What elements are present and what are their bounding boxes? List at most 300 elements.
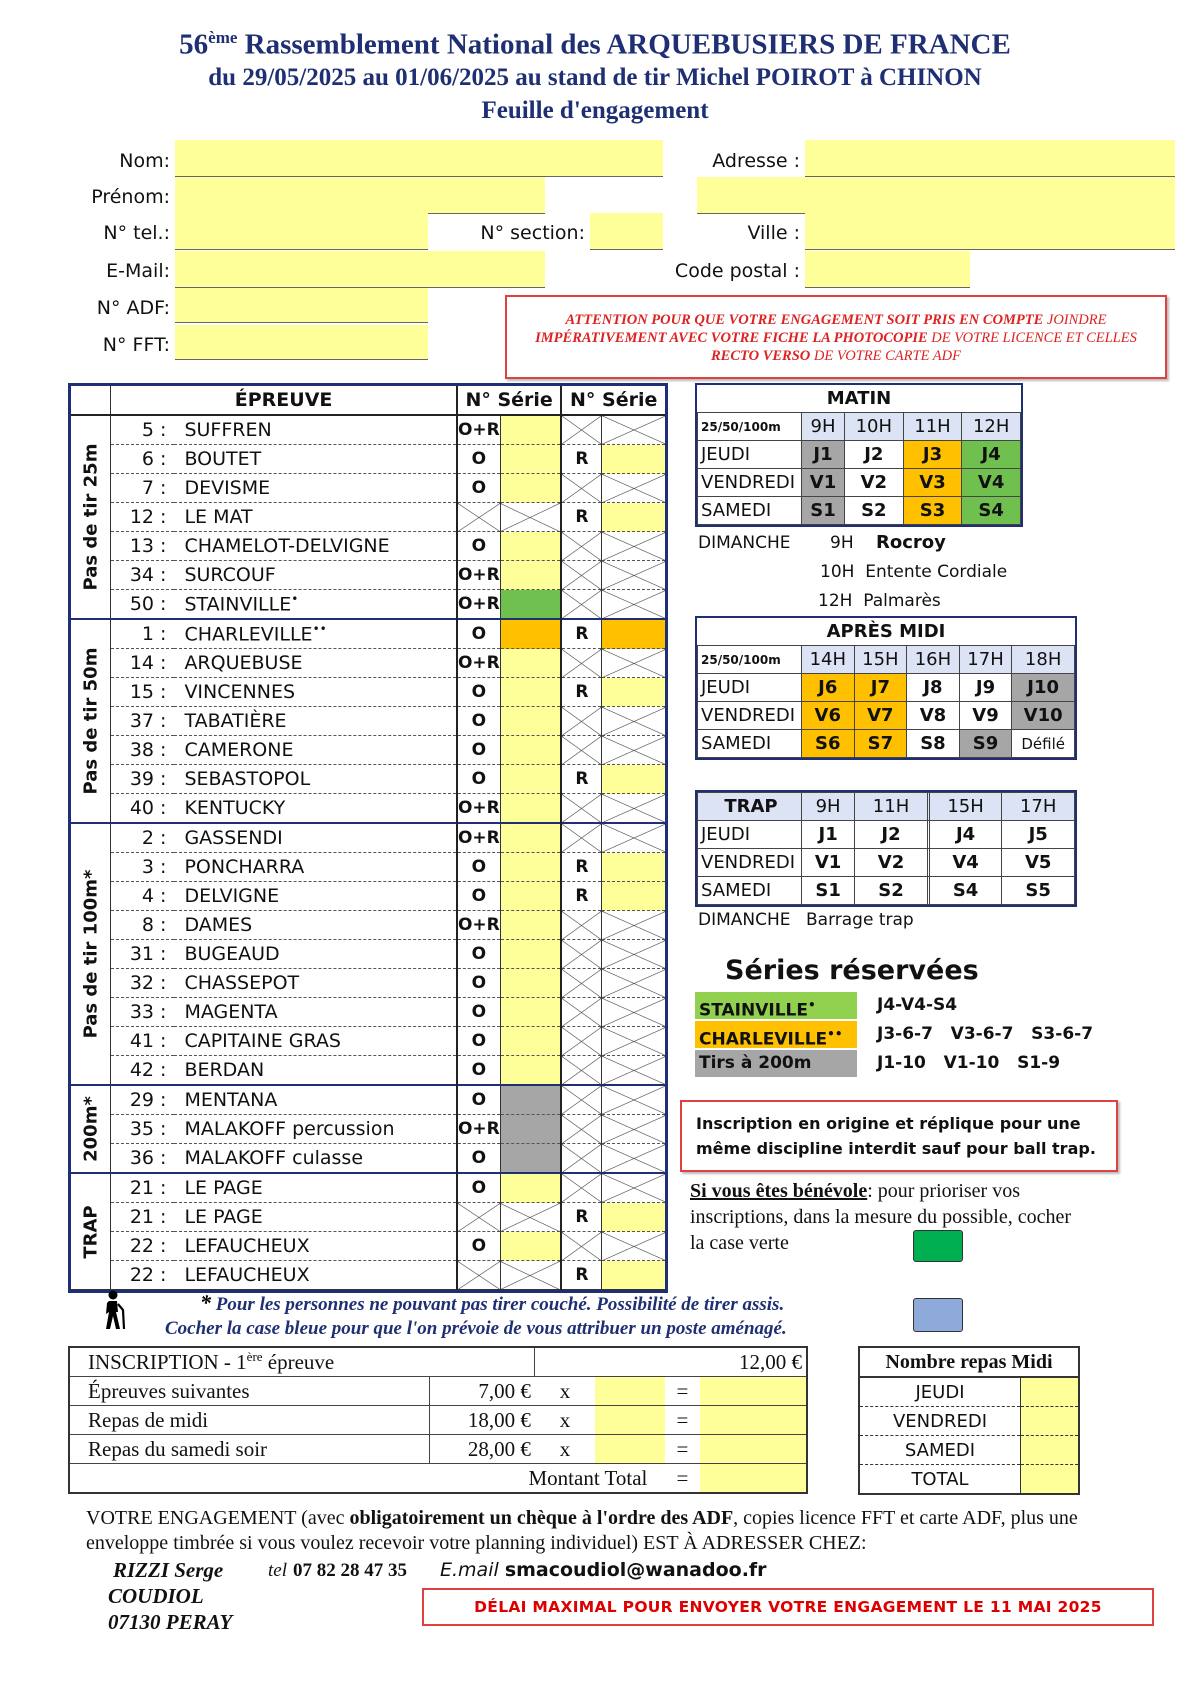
- epreuve-number: 15 :: [111, 678, 175, 707]
- series-value: J1-10 V1-10 S1-9: [877, 1053, 1061, 1073]
- fft-field[interactable]: [175, 325, 428, 360]
- origine-code: O: [457, 1232, 500, 1261]
- serie-field-2[interactable]: [602, 678, 665, 707]
- email-field[interactable]: [175, 251, 545, 288]
- serie-field-1[interactable]: [500, 1027, 561, 1056]
- schedule-slot: S2: [845, 497, 904, 525]
- serie-field-2[interactable]: [602, 853, 665, 882]
- replique-code: [561, 649, 601, 678]
- serie-field-1[interactable]: [500, 561, 561, 590]
- epreuve-name: LE PAGE: [174, 1173, 456, 1203]
- apres-hour: 18H: [1012, 646, 1075, 674]
- attention-box: [505, 295, 1167, 379]
- schedule-day: VENDREDI: [698, 702, 802, 730]
- cost-equals: =: [665, 1377, 699, 1406]
- epreuve-name: LE MAT: [174, 503, 456, 532]
- total-label: Montant Total: [528, 1465, 648, 1490]
- repas-count-field[interactable]: [1021, 1377, 1079, 1407]
- prenom-field[interactable]: [175, 177, 545, 214]
- apres-hour: 15H: [854, 646, 907, 674]
- schedule-slot: J10: [1012, 674, 1075, 702]
- assis-checkbox-blue[interactable]: [913, 1298, 963, 1332]
- origine-code: O: [457, 1056, 500, 1086]
- schedule-slot: V5: [1002, 849, 1075, 877]
- origine-code: O+R: [457, 1115, 500, 1144]
- cost-row: [70, 1435, 806, 1464]
- origine-code: O: [457, 853, 500, 882]
- subtotal-field[interactable]: [700, 1377, 806, 1406]
- matin-title: MATIN: [698, 385, 1021, 413]
- serie-field-1[interactable]: [500, 823, 561, 853]
- epreuve-row: [71, 1232, 665, 1261]
- serie-field-1[interactable]: [500, 1173, 561, 1203]
- header-epreuve: ÉPREUVE: [111, 386, 457, 415]
- schedule-row: [698, 877, 1075, 905]
- disabled-cell: [500, 1203, 561, 1232]
- schedule-slot: V1: [802, 849, 855, 877]
- epreuve-number: 3 :: [111, 853, 175, 882]
- cost-row: [70, 1377, 806, 1406]
- epreuve-number: 34 :: [111, 561, 175, 590]
- disabled-cell: [602, 561, 665, 590]
- ville-field[interactable]: [805, 213, 1175, 250]
- schedule-slot: S9: [959, 730, 1012, 758]
- epreuve-number: 31 :: [111, 940, 175, 969]
- inscription-note-text: Inscription en origine et réplique pour une même discipline interdit sauf pour ball trap.: [696, 1114, 1096, 1158]
- origine-code: [457, 1203, 500, 1232]
- epreuve-number: 33 :: [111, 998, 175, 1027]
- origine-code: O: [457, 1144, 500, 1174]
- quantity-field[interactable]: [595, 1435, 665, 1464]
- quantity-field[interactable]: [595, 1406, 665, 1435]
- epreuve-name: STAINVILLE•: [174, 590, 456, 620]
- serie-field-1[interactable]: [500, 940, 561, 969]
- schedule-slot: V4: [929, 849, 1002, 877]
- schedule-day: VENDREDI: [698, 849, 802, 877]
- schedule-slot: J1: [802, 821, 855, 849]
- deadline-box: [422, 1588, 1154, 1626]
- serie-field-1[interactable]: [500, 765, 561, 794]
- epreuve-row: [71, 882, 665, 911]
- epreuve-name: KENTUCKY: [174, 794, 456, 824]
- serie-field-1[interactable]: [500, 1056, 561, 1086]
- replique-code: R: [561, 1203, 601, 1232]
- origine-code: O: [457, 765, 500, 794]
- origine-code: O: [457, 707, 500, 736]
- schedule-slot: V9: [959, 702, 1012, 730]
- schedule-row: [698, 674, 1075, 702]
- epreuve-row: [71, 969, 665, 998]
- walking-cane-icon: [100, 1290, 130, 1330]
- repas-count-field[interactable]: [1021, 1465, 1079, 1494]
- epreuve-row: [71, 736, 665, 765]
- epreuve-name: CHASSEPOT: [174, 969, 456, 998]
- epreuve-marker: ••: [312, 622, 327, 637]
- schedule-slot: V6: [802, 702, 855, 730]
- disabled-cell: [602, 649, 665, 678]
- disabled-cell: [602, 911, 665, 940]
- adf-label: N° ADF:: [96, 297, 170, 319]
- ville-label: Ville :: [747, 222, 800, 244]
- epreuve-row: [71, 561, 665, 590]
- serie-field-1[interactable]: [500, 445, 561, 474]
- serie-field-1[interactable]: [500, 853, 561, 882]
- cost-price: 28,00 €: [430, 1435, 535, 1464]
- group-label: TRAP: [80, 1204, 102, 1259]
- epreuve-name: ARQUEBUSE: [174, 649, 456, 678]
- schedule-day: JEUDI: [698, 674, 802, 702]
- replique-code: [561, 1115, 601, 1144]
- trap-schedule: [695, 790, 1077, 907]
- epreuve-number: 21 :: [111, 1173, 175, 1203]
- replique-code: R: [561, 678, 601, 707]
- schedule-row: [698, 849, 1075, 877]
- origine-code: O: [457, 474, 500, 503]
- schedule-slot: V10: [1012, 702, 1075, 730]
- event-subtitle: du 29/05/2025 au 01/06/2025 au stand de tir Michel POIROT à CHINON: [208, 64, 982, 91]
- section-field[interactable]: [590, 213, 663, 250]
- benevole-text: Si vous êtes bénévole: pour prioriser vos inscriptions, dans la mesure du possible, cocher la case verte: [690, 1180, 1072, 1254]
- disabled-cell: [602, 969, 665, 998]
- series-row: [695, 992, 1115, 1021]
- epreuve-number: 8 :: [111, 911, 175, 940]
- schedule-day: VENDREDI: [698, 469, 802, 497]
- origine-code: O: [457, 882, 500, 911]
- replique-code: [561, 969, 601, 998]
- group-label-cell: [71, 1173, 111, 1290]
- group-label: Pas de tir 50m: [80, 647, 102, 795]
- replique-code: R: [561, 882, 601, 911]
- matin-hour: 11H: [903, 413, 962, 441]
- contact-city: 07130 PERAY: [108, 1610, 233, 1634]
- apres-hour: 16H: [907, 646, 960, 674]
- serie-field-1[interactable]: [500, 415, 561, 445]
- repas-count-field[interactable]: [1021, 1436, 1079, 1465]
- inscription-note-box: [680, 1100, 1118, 1172]
- schedule-day: SAMEDI: [698, 730, 802, 758]
- disabled-cell: [602, 998, 665, 1027]
- schedule-slot: V7: [854, 702, 907, 730]
- serie-field-1[interactable]: [500, 1115, 561, 1144]
- cost-equals: =: [665, 1435, 699, 1464]
- dimanche-entente: 10H Entente Cordiale: [820, 562, 1008, 582]
- schedule-slot: J1: [802, 441, 845, 469]
- epreuve-row: [71, 1144, 665, 1174]
- group-label-cell: [71, 619, 111, 823]
- trap-hour: 17H: [1002, 793, 1075, 821]
- serie-field-1[interactable]: [500, 882, 561, 911]
- group-label-cell: [71, 823, 111, 1085]
- repas-day: VENDREDI: [860, 1407, 1021, 1436]
- epreuve-name: BERDAN: [174, 1056, 456, 1086]
- schedule-slot: J5: [1002, 821, 1075, 849]
- trap-hour: 15H: [929, 793, 1002, 821]
- epreuve-number: 50 :: [111, 590, 175, 620]
- replique-code: [561, 707, 601, 736]
- schedule-slot: J4: [962, 441, 1021, 469]
- disabled-cell: [602, 1085, 665, 1115]
- event-title: 56ème Rassemblement National des ARQUEBUSIERS DE FRANCE: [179, 28, 1011, 61]
- schedule-day: SAMEDI: [698, 497, 802, 525]
- epreuve-number: 22 :: [111, 1232, 175, 1261]
- total-field[interactable]: [700, 1464, 806, 1493]
- serie-field-2[interactable]: [602, 1203, 665, 1232]
- replique-code: R: [561, 765, 601, 794]
- serie-field-1[interactable]: [500, 707, 561, 736]
- repas-count-field[interactable]: [1021, 1407, 1079, 1436]
- origine-code: O: [457, 1085, 500, 1115]
- subtotal-field[interactable]: [700, 1435, 806, 1464]
- origine-code: O+R: [457, 415, 500, 445]
- epreuve-number: 14 :: [111, 649, 175, 678]
- repas-row: [860, 1436, 1078, 1465]
- adf-field[interactable]: [175, 288, 428, 323]
- replique-code: [561, 998, 601, 1027]
- schedule-slot: S8: [907, 730, 960, 758]
- assis-line-1: * Pour les personnes ne pouvant pas tirer couché. Possibilité de tirer assis.: [200, 1290, 785, 1315]
- repas-row: [860, 1377, 1078, 1407]
- epreuve-row: [71, 649, 665, 678]
- tel-field[interactable]: [175, 213, 428, 250]
- serie-field-1[interactable]: [500, 649, 561, 678]
- group-label-cell: [71, 1085, 111, 1173]
- epreuve-row: [71, 415, 665, 445]
- adresse-field[interactable]: [805, 140, 1175, 177]
- apres-midi-schedule: [695, 616, 1077, 760]
- schedule-slot: S4: [962, 497, 1021, 525]
- serie-field-1[interactable]: [500, 678, 561, 707]
- dimanche-trap-text: Barrage trap: [806, 910, 914, 930]
- schedule-slot: J4: [929, 821, 1002, 849]
- apres-midi-title: APRÈS MIDI: [698, 618, 1075, 646]
- epreuve-row: [71, 707, 665, 736]
- epreuve-name: BOUTET: [174, 445, 456, 474]
- replique-code: [561, 415, 601, 445]
- epreuve-number: 4 :: [111, 882, 175, 911]
- cost-times: x: [535, 1435, 595, 1464]
- dimanche-9h: 9H: [830, 533, 854, 553]
- origine-code: O+R: [457, 823, 500, 853]
- epreuve-number: 32 :: [111, 969, 175, 998]
- adresse-field-2[interactable]: [697, 177, 1175, 214]
- epreuve-number: 12 :: [111, 503, 175, 532]
- cost-price: 18,00 €: [430, 1406, 535, 1435]
- epreuve-row: [71, 590, 665, 620]
- schedule-slot: V2: [855, 849, 928, 877]
- serie-field-1[interactable]: [500, 998, 561, 1027]
- dimanche-rocroy: Rocroy: [876, 532, 946, 553]
- epreuve-number: 42 :: [111, 1056, 175, 1086]
- origine-code: O: [457, 445, 500, 474]
- schedule-slot: S3: [903, 497, 962, 525]
- nom-label: Nom:: [119, 150, 170, 172]
- subtotal-field[interactable]: [700, 1406, 806, 1435]
- schedule-slot: J7: [854, 674, 907, 702]
- origine-code: O: [457, 1027, 500, 1056]
- group-label: 200m*: [80, 1096, 102, 1162]
- serie-field-1[interactable]: [500, 590, 561, 620]
- replique-code: [561, 1085, 601, 1115]
- replique-code: [561, 1056, 601, 1086]
- serie-field-2[interactable]: [602, 882, 665, 911]
- serie-field-1[interactable]: [500, 1085, 561, 1115]
- trap-title: TRAP: [698, 793, 802, 821]
- epreuve-number: 1 :: [111, 619, 175, 649]
- schedule-day: SAMEDI: [698, 877, 802, 905]
- origine-code: O: [457, 969, 500, 998]
- contact-name: RIZZI Serge: [113, 1558, 224, 1582]
- repas-row: [860, 1407, 1078, 1436]
- matin-hour: 9H: [802, 413, 845, 441]
- series-reservees-list: [695, 992, 1115, 1079]
- epreuve-name: SUFFREN: [174, 415, 456, 445]
- replique-code: [561, 1173, 601, 1203]
- origine-code: O: [457, 940, 500, 969]
- schedule-slot: S2: [855, 877, 928, 905]
- email-label: E-Mail:: [106, 260, 170, 282]
- replique-code: [561, 1232, 601, 1261]
- epreuve-number: 2 :: [111, 823, 175, 853]
- adresse-label: Adresse :: [712, 150, 800, 172]
- serie-field-2[interactable]: [602, 445, 665, 474]
- schedule-slot: S1: [802, 497, 845, 525]
- origine-code: O: [457, 998, 500, 1027]
- footer-instructions: VOTRE ENGAGEMENT (avec obligatoirement un chèque à l'ordre des ADF, copies licence FFT et carte ADF, plus une enveloppe timbrée si vous voulez recevoir votre planning individuel) EST À ADRESSER CHEZ:: [86, 1507, 1078, 1554]
- epreuve-row: [71, 823, 665, 853]
- origine-code: O+R: [457, 561, 500, 590]
- epreuve-number: 38 :: [111, 736, 175, 765]
- nom-field[interactable]: [175, 140, 663, 177]
- serie-field-1[interactable]: [500, 736, 561, 765]
- epreuve-number: 7 :: [111, 474, 175, 503]
- epreuve-name: SEBASTOPOL: [174, 765, 456, 794]
- disabled-cell: [602, 474, 665, 503]
- origine-code: O: [457, 678, 500, 707]
- serie-field-1[interactable]: [500, 1144, 561, 1174]
- cost-times: x: [535, 1406, 595, 1435]
- replique-code: [561, 532, 601, 561]
- disabled-cell: [602, 1027, 665, 1056]
- epreuve-row: [71, 503, 665, 532]
- cost-label: Épreuves suivantes: [70, 1377, 430, 1406]
- matin-hour: 12H: [962, 413, 1021, 441]
- schedule-row: [698, 497, 1021, 525]
- serie-field-2[interactable]: [602, 619, 665, 649]
- inscription-price: 12,00 €: [535, 1348, 806, 1377]
- epreuve-number: 6 :: [111, 445, 175, 474]
- group-label: Pas de tir 25m: [80, 443, 102, 591]
- replique-code: R: [561, 619, 601, 649]
- epreuve-name: SURCOUF: [174, 561, 456, 590]
- group-label-cell: [71, 415, 111, 619]
- cost-price: 7,00 €: [430, 1377, 535, 1406]
- repas-table: [858, 1346, 1080, 1495]
- serie-field-1[interactable]: [500, 1232, 561, 1261]
- epreuve-name: CHARLEVILLE••: [174, 619, 456, 649]
- schedule-row: [698, 730, 1075, 758]
- code-postal-field[interactable]: [805, 251, 970, 288]
- disabled-cell: [602, 532, 665, 561]
- apres-hour: 14H: [802, 646, 855, 674]
- schedule-day: JEUDI: [698, 821, 802, 849]
- serie-field-2[interactable]: [602, 1261, 665, 1290]
- epreuve-name: LEFAUCHEUX: [184, 1264, 310, 1286]
- disabled-cell: [602, 1232, 665, 1261]
- prenom-label: Prénom:: [91, 186, 170, 208]
- disabled-cell: [602, 1056, 665, 1086]
- epreuve-number: 35 :: [111, 1115, 175, 1144]
- apres-hour: 17H: [959, 646, 1012, 674]
- disabled-cell: [602, 707, 665, 736]
- epreuve-row: [71, 998, 665, 1027]
- series-row: [695, 1021, 1115, 1050]
- schedule-slot: S1: [802, 877, 855, 905]
- epreuve-row: [71, 1261, 665, 1290]
- epreuve-name: MAGENTA: [174, 998, 456, 1027]
- header-serie-1: N° Série: [457, 386, 562, 415]
- epreuve-name: MALAKOFF percussion: [174, 1115, 456, 1144]
- dimanche-day: DIMANCHE: [698, 533, 791, 553]
- repas-title: Nombre repas Midi: [860, 1348, 1078, 1377]
- epreuve-row: [71, 474, 665, 503]
- schedule-slot: V2: [845, 469, 904, 497]
- epreuve-number: 22 :: [111, 1261, 175, 1290]
- epreuve-row: [71, 853, 665, 882]
- origine-code: O: [457, 736, 500, 765]
- schedule-row: [698, 441, 1021, 469]
- serie-field-1[interactable]: [500, 911, 561, 940]
- series-label: Tirs à 200m: [695, 1050, 857, 1077]
- epreuve-name: VINCENNES: [174, 678, 456, 707]
- epreuve-row: [71, 678, 665, 707]
- serie-field-1[interactable]: [500, 474, 561, 503]
- serie-field-2[interactable]: [602, 765, 665, 794]
- epreuve-number: 29 :: [111, 1085, 175, 1115]
- epreuve-name: CAPITAINE GRAS: [174, 1027, 456, 1056]
- schedule-slot: V3: [903, 469, 962, 497]
- schedule-row: [698, 702, 1075, 730]
- epreuve-number: 41 :: [111, 1027, 175, 1056]
- serie-field-1[interactable]: [500, 969, 561, 998]
- schedule-slot: J8: [907, 674, 960, 702]
- code-postal-label: Code postal :: [674, 260, 800, 282]
- schedule-row: [698, 469, 1021, 497]
- serie-field-2[interactable]: [602, 503, 665, 532]
- serie-field-1[interactable]: [500, 532, 561, 561]
- epreuve-name: CHAMELOT-DELVIGNE: [174, 532, 456, 561]
- total-equals: =: [676, 1465, 689, 1490]
- disabled-cell: [602, 1144, 665, 1174]
- replique-code: [561, 823, 601, 853]
- schedule-slot: S5: [1002, 877, 1075, 905]
- quantity-field[interactable]: [595, 1377, 665, 1406]
- schedule-slot: Défilé: [1012, 730, 1075, 758]
- matin-corner: 25/50/100m: [698, 413, 802, 441]
- document-title: Feuille d'engagement: [481, 97, 709, 124]
- header-serie-2: N° Série: [561, 386, 665, 415]
- epreuve-name: PONCHARRA: [174, 853, 456, 882]
- serie-field-1[interactable]: [500, 794, 561, 824]
- repas-day: TOTAL: [860, 1465, 1021, 1494]
- epreuve-number: 39 :: [111, 765, 175, 794]
- matin-schedule: [695, 383, 1023, 527]
- epreuve-name: GASSENDI: [174, 823, 456, 853]
- benevole-checkbox-green[interactable]: [913, 1230, 963, 1262]
- serie-field-1[interactable]: [500, 619, 561, 649]
- epreuve-row: [71, 1056, 665, 1086]
- schedule-row: [698, 821, 1075, 849]
- replique-code: [561, 940, 601, 969]
